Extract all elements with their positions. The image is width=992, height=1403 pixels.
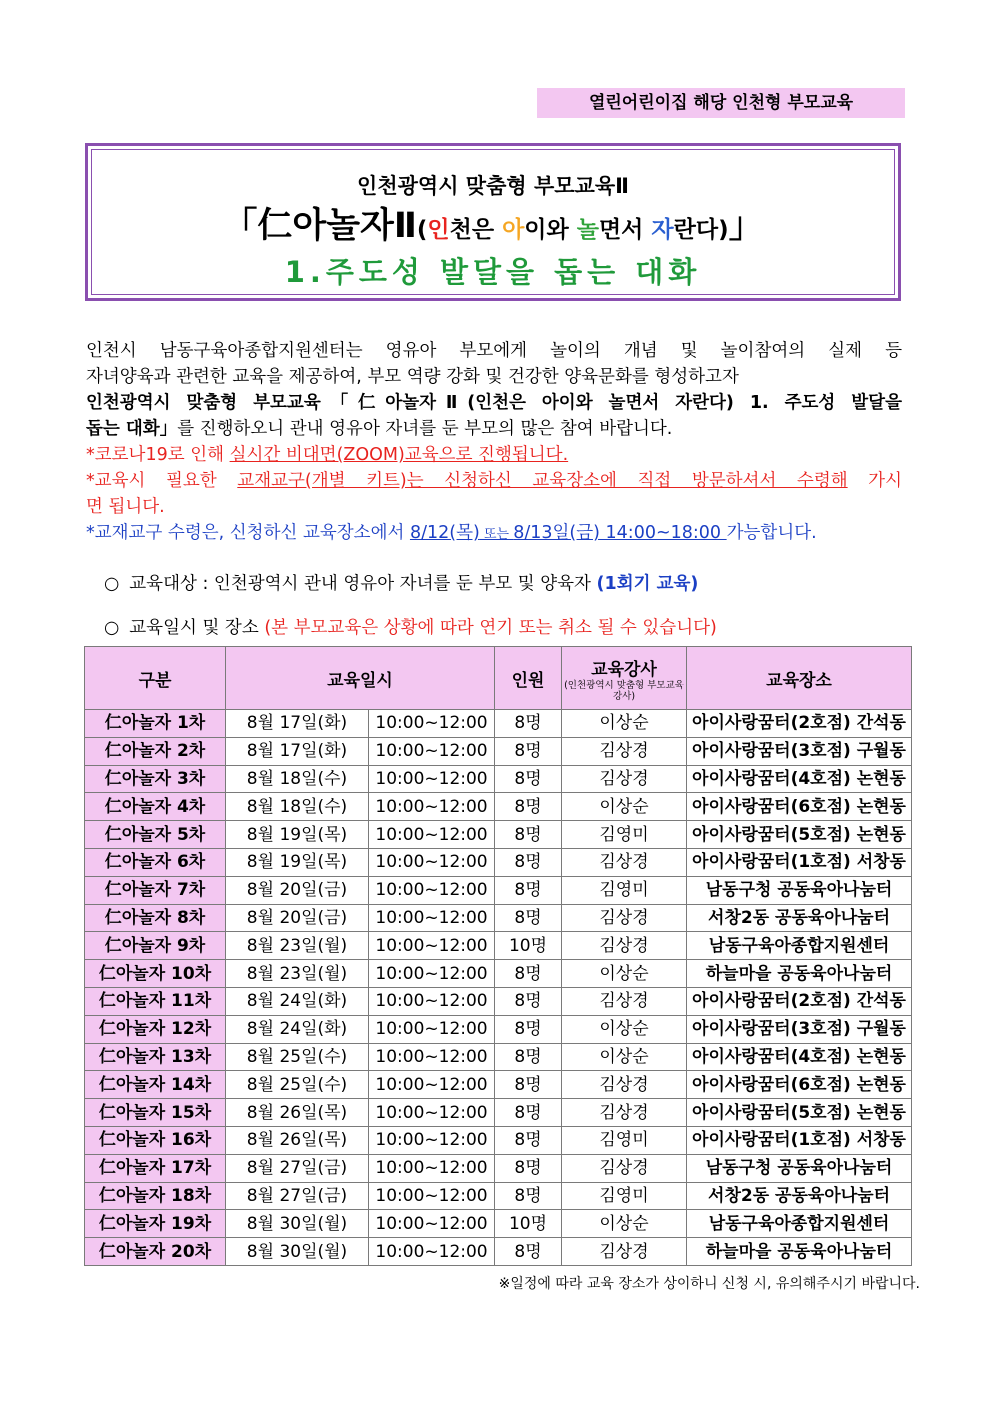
notice-kit-underlined: 교재교구(개별 키트)는 신청하신 교육장소에 직접 방문하셔서 수령해 <box>237 471 848 491</box>
notice-kit-suffix: 가시 <box>847 471 902 491</box>
table-row <box>85 1071 912 1099</box>
place-cell: 아이사랑꿈터(6호점) 논현동 <box>687 1071 912 1099</box>
place-cell: 아이사랑꿈터(2호점) 간석동 <box>687 987 912 1015</box>
place-cell: 아이사랑꿈터(4호점) 논현동 <box>687 765 912 793</box>
table-row <box>85 765 912 793</box>
session-cell: 仁아놀자 9차 <box>85 932 226 960</box>
time-cell: 10:00~12:00 <box>369 765 495 793</box>
notice-kit-line2: 면 됩니다. <box>86 497 165 517</box>
capacity-cell: 8명 <box>495 987 562 1015</box>
instructor-cell: 이상순 <box>562 793 687 821</box>
place-cell: 아이사랑꿈터(5호점) 논현동 <box>687 821 912 849</box>
capacity-cell: 8명 <box>495 1099 562 1127</box>
instructor-cell: 김상경 <box>562 848 687 876</box>
table-row <box>85 987 912 1015</box>
instructor-cell: 김상경 <box>562 987 687 1015</box>
acronym-rest-2: 이와 <box>524 217 577 243</box>
table-row <box>85 904 912 932</box>
date-cell: 8월 24일(화) <box>226 987 369 1015</box>
time-cell: 10:00~12:00 <box>369 737 495 765</box>
target-note: (1회기 교육) <box>596 574 699 594</box>
notice-kit <box>86 468 902 494</box>
session-cell: 仁아놀자 2차 <box>85 737 226 765</box>
header-datetime: 교육일시 <box>226 647 495 710</box>
header-group: 구분 <box>85 647 226 710</box>
place-cell: 아이사랑꿈터(1호점) 서창동 <box>687 848 912 876</box>
table-header-row <box>85 647 912 710</box>
place-cell: 서창2동 공동육아나눔터 <box>687 904 912 932</box>
instructor-cell: 김영미 <box>562 876 687 904</box>
acronym-letter-1: 인 <box>427 217 450 243</box>
notice-pickup-prefix: *교재교구 수령은, 신청하신 교육장소에서 <box>86 523 410 543</box>
intro-line-4-rest: 를 진행하오니 관내 영유아 자녀를 둔 부모의 많은 참여 바랍니다. <box>177 419 673 439</box>
time-cell: 10:00~12:00 <box>369 960 495 988</box>
instructor-cell: 김상경 <box>562 737 687 765</box>
instructor-cell: 김영미 <box>562 1126 687 1154</box>
table-row <box>85 960 912 988</box>
schedule-label: 교육일시 및 장소 <box>129 618 265 638</box>
header-instructor <box>562 647 687 710</box>
table-row <box>85 1099 912 1127</box>
session-subtitle: 1.주도성 발달을 돕는 대화 <box>284 255 702 289</box>
session-cell: 仁아놀자 8차 <box>85 904 226 932</box>
date-cell: 8월 26일(목) <box>226 1126 369 1154</box>
date-cell: 8월 27일(금) <box>226 1182 369 1210</box>
schedule-note: (본 부모교육은 상황에 따라 연기 또는 취소 될 수 있습니다) <box>264 618 717 638</box>
time-cell: 10:00~12:00 <box>369 1126 495 1154</box>
date-cell: 8월 25일(수) <box>226 1043 369 1071</box>
brand-name: 仁아놀자Ⅱ <box>257 206 417 246</box>
date-cell: 8월 19일(목) <box>226 821 369 849</box>
instructor-cell: 김영미 <box>562 1182 687 1210</box>
place-cell: 서창2동 공동육아나눔터 <box>687 1182 912 1210</box>
time-cell: 10:00~12:00 <box>369 987 495 1015</box>
paren-open: ( <box>416 217 428 243</box>
place-cell: 아이사랑꿈터(5호점) 논현동 <box>687 1099 912 1127</box>
date-cell: 8월 25일(수) <box>226 1071 369 1099</box>
time-cell: 10:00~12:00 <box>369 904 495 932</box>
capacity-cell: 8명 <box>495 737 562 765</box>
date-cell: 8월 18일(수) <box>226 793 369 821</box>
time-cell: 10:00~12:00 <box>369 932 495 960</box>
capacity-cell: 8명 <box>495 1015 562 1043</box>
date-cell: 8월 18일(수) <box>226 765 369 793</box>
session-cell: 仁아놀자 18차 <box>85 1182 226 1210</box>
table-row <box>85 1015 912 1043</box>
instructor-cell: 김상경 <box>562 1154 687 1182</box>
time-cell: 10:00~12:00 <box>369 1043 495 1071</box>
place-cell: 남동구육아종합지원센터 <box>687 932 912 960</box>
close-quote: 」 <box>728 206 764 246</box>
time-cell: 10:00~12:00 <box>369 1071 495 1099</box>
place-cell: 하늘마을 공동육아나눔터 <box>687 1238 912 1266</box>
instructor-cell: 이상순 <box>562 960 687 988</box>
table-row <box>85 876 912 904</box>
time-cell: 10:00~12:00 <box>369 710 495 738</box>
notice-pickup-date1: 8/12(목) <box>409 523 480 543</box>
target-label: 교육대상 : 인천광역시 관내 영유아 자녀를 둔 부모 및 양육자 <box>129 574 597 594</box>
notice-kit-prefix: *교육시 필요한 <box>86 471 238 491</box>
footnote: ※일정에 따라 교육 장소가 상이하니 신청 시, 유의해주시기 바랍니다. <box>498 1276 920 1292</box>
session-cell: 仁아놀자 11차 <box>85 987 226 1015</box>
table-row <box>85 821 912 849</box>
instructor-cell: 김상경 <box>562 1238 687 1266</box>
instructor-cell: 이상순 <box>562 1043 687 1071</box>
table-row <box>85 1043 912 1071</box>
session-cell: 仁아놀자 6차 <box>85 848 226 876</box>
session-cell: 仁아놀자 5차 <box>85 821 226 849</box>
intro-text <box>86 338 902 548</box>
instructor-cell: 이상순 <box>562 1015 687 1043</box>
title-box <box>85 143 901 301</box>
place-cell: 아이사랑꿈터(4호점) 논현동 <box>687 1043 912 1071</box>
date-cell: 8월 19일(목) <box>226 848 369 876</box>
program-title: 인천광역시 맞춤형 부모교육Ⅱ <box>357 174 629 198</box>
header-instructor-label: 교육강사 <box>591 659 657 680</box>
capacity-cell: 8명 <box>495 1182 562 1210</box>
session-cell: 仁아놀자 15차 <box>85 1099 226 1127</box>
acronym-rest-4: 란다) <box>673 217 729 243</box>
intro-line-2: 자녀양육과 관련한 교육을 제공하여, 부모 역량 강화 및 건강한 양육문화를 형성하고자 <box>86 367 739 387</box>
instructor-cell: 김상경 <box>562 765 687 793</box>
session-cell: 仁아놀자 13차 <box>85 1043 226 1071</box>
notice-pickup <box>86 520 902 548</box>
instructor-cell: 김영미 <box>562 821 687 849</box>
date-cell: 8월 30일(월) <box>226 1238 369 1266</box>
schedule-table <box>84 646 912 1266</box>
acronym-letter-3: 놀 <box>576 217 599 243</box>
capacity-cell: 8명 <box>495 710 562 738</box>
bullet-circle-icon: ○ <box>104 618 120 638</box>
capacity-cell: 8명 <box>495 960 562 988</box>
time-cell: 10:00~12:00 <box>369 1015 495 1043</box>
date-cell: 8월 26일(목) <box>226 1099 369 1127</box>
place-cell: 남동구육아종합지원센터 <box>687 1210 912 1238</box>
header-place: 교육장소 <box>687 647 912 710</box>
time-cell: 10:00~12:00 <box>369 793 495 821</box>
session-cell: 仁아놀자 7차 <box>85 876 226 904</box>
date-cell: 8월 17일(화) <box>226 710 369 738</box>
instructor-cell: 김상경 <box>562 1099 687 1127</box>
instructor-cell: 이상순 <box>562 710 687 738</box>
session-cell: 仁아놀자 14차 <box>85 1071 226 1099</box>
place-cell: 아이사랑꿈터(3호점) 구월동 <box>687 737 912 765</box>
open-quote: 「 <box>222 206 258 246</box>
capacity-cell: 8명 <box>495 765 562 793</box>
notice-pickup-date2: 8/13일(금) 14:00~18:00 <box>513 523 727 543</box>
date-cell: 8월 17일(화) <box>226 737 369 765</box>
date-cell: 8월 23일(월) <box>226 932 369 960</box>
date-cell: 8월 27일(금) <box>226 1154 369 1182</box>
target-item <box>104 570 698 595</box>
time-cell: 10:00~12:00 <box>369 1182 495 1210</box>
acronym-rest-1: 천은 <box>449 217 503 243</box>
table-row <box>85 1126 912 1154</box>
instructor-cell: 이상순 <box>562 1210 687 1238</box>
header-instructor-sub: (인천광역시 맞춤형 부모교육 강사) <box>564 679 684 702</box>
instructor-cell: 김상경 <box>562 904 687 932</box>
session-cell: 仁아놀자 19차 <box>85 1210 226 1238</box>
intro-line-1: 인천시 남동구육아종합지원센터는 영유아 부모에게 놀이의 개념 및 놀이참여의 실제 등 <box>86 341 902 361</box>
session-cell: 仁아놀자 3차 <box>85 765 226 793</box>
table-row <box>85 1210 912 1238</box>
capacity-cell: 8명 <box>495 1126 562 1154</box>
table-row <box>85 1238 912 1266</box>
instructor-cell: 김상경 <box>562 932 687 960</box>
place-cell: 아이사랑꿈터(2호점) 간석동 <box>687 710 912 738</box>
capacity-cell: 10명 <box>495 1210 562 1238</box>
place-cell: 아이사랑꿈터(1호점) 서창동 <box>687 1126 912 1154</box>
table-row <box>85 932 912 960</box>
table-row <box>85 793 912 821</box>
brand-expansion <box>417 217 729 243</box>
time-cell: 10:00~12:00 <box>369 1154 495 1182</box>
place-cell: 하늘마을 공동육아나눔터 <box>687 960 912 988</box>
header-capacity: 인원 <box>495 647 562 710</box>
session-cell: 仁아놀자 16차 <box>85 1126 226 1154</box>
intro-line-4-bold: 돕는 대화」 <box>86 419 178 439</box>
place-cell: 남동구청 공동육아나눔터 <box>687 876 912 904</box>
capacity-cell: 8명 <box>495 793 562 821</box>
session-cell: 仁아놀자 10차 <box>85 960 226 988</box>
table-row <box>85 1182 912 1210</box>
time-cell: 10:00~12:00 <box>369 848 495 876</box>
notice-pickup-or: 또는 <box>479 527 514 542</box>
capacity-cell: 10명 <box>495 932 562 960</box>
capacity-cell: 8명 <box>495 1238 562 1266</box>
time-cell: 10:00~12:00 <box>369 1238 495 1266</box>
table-row <box>85 848 912 876</box>
bullet-circle-icon: ○ <box>104 574 120 594</box>
acronym-rest-3: 면서 <box>598 217 652 243</box>
date-cell: 8월 20일(금) <box>226 876 369 904</box>
time-cell: 10:00~12:00 <box>369 1210 495 1238</box>
capacity-cell: 8명 <box>495 1043 562 1071</box>
instructor-cell: 김상경 <box>562 1071 687 1099</box>
session-cell: 仁아놀자 4차 <box>85 793 226 821</box>
acronym-letter-4: 자 <box>651 217 674 243</box>
date-cell: 8월 23일(월) <box>226 960 369 988</box>
notice-pickup-suffix: 가능합니다. <box>726 523 817 543</box>
intro-line-3: 인천광역시 맞춤형 부모교육「仁아놀자Ⅱ(인천은 아이와 놀면서 자란다) 1. 주도성 발달을 <box>86 393 902 413</box>
place-cell: 남동구청 공동육아나눔터 <box>687 1154 912 1182</box>
date-cell: 8월 20일(금) <box>226 904 369 932</box>
notice-zoom-underlined: 실시간 비대면(ZOOM)교육으로 진행됩니다. <box>229 445 569 465</box>
time-cell: 10:00~12:00 <box>369 876 495 904</box>
session-cell: 仁아놀자 20차 <box>85 1238 226 1266</box>
notice-zoom <box>86 442 902 468</box>
capacity-cell: 8명 <box>495 848 562 876</box>
date-cell: 8월 24일(화) <box>226 1015 369 1043</box>
capacity-cell: 8명 <box>495 1071 562 1099</box>
time-cell: 10:00~12:00 <box>369 821 495 849</box>
place-cell: 아이사랑꿈터(6호점) 논현동 <box>687 793 912 821</box>
table-row <box>85 1154 912 1182</box>
place-cell: 아이사랑꿈터(3호점) 구월동 <box>687 1015 912 1043</box>
program-brand-line <box>88 198 898 248</box>
category-tag: 열린어린이집 해당 인천형 부모교육 <box>537 88 905 118</box>
capacity-cell: 8명 <box>495 904 562 932</box>
table-row <box>85 737 912 765</box>
capacity-cell: 8명 <box>495 876 562 904</box>
intro-line-4 <box>86 416 902 442</box>
session-cell: 仁아놀자 1차 <box>85 710 226 738</box>
session-cell: 仁아놀자 12차 <box>85 1015 226 1043</box>
schedule-item <box>104 614 717 639</box>
table-row <box>85 710 912 738</box>
capacity-cell: 8명 <box>495 1154 562 1182</box>
acronym-letter-2: 아 <box>502 217 525 243</box>
date-cell: 8월 30일(월) <box>226 1210 369 1238</box>
notice-zoom-prefix: *코로나19로 인해 <box>86 445 230 465</box>
time-cell: 10:00~12:00 <box>369 1099 495 1127</box>
capacity-cell: 8명 <box>495 821 562 849</box>
session-cell: 仁아놀자 17차 <box>85 1154 226 1182</box>
